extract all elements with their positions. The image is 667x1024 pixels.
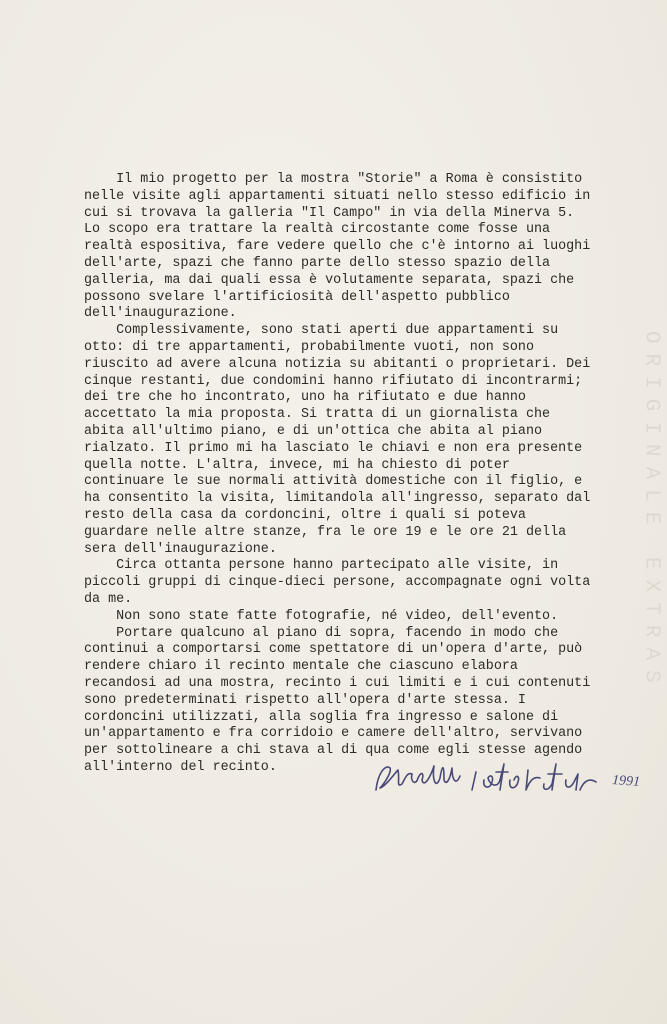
text-line: dell'arte, spazi che fanno parte dello stesso spazio della xyxy=(84,255,551,271)
text-line: nelle visite agli appartamenti situati nello stesso edificio in xyxy=(84,188,591,204)
signature-scribble xyxy=(372,750,612,804)
text-line: Portare qualcuno al piano di sopra, facendo in modo che xyxy=(84,625,559,641)
text-line: dell'inaugurazione. xyxy=(84,306,237,322)
text-line: sono predeterminati rispetto all'opera d'arte stessa. I xyxy=(84,692,526,708)
text-line: piccoli gruppi di cinque-dieci persone, accompagnate ogni volta xyxy=(84,575,591,591)
text-line: rialzato. Il primo mi ha lasciato le chiavi e non era presente xyxy=(84,440,583,456)
text-line: cordoncini utilizzati, alla soglia fra ingresso e salone di xyxy=(84,709,559,725)
text-line: Non sono state fatte fotografie, né video, dell'evento. xyxy=(84,608,559,624)
signature-year: 1991 xyxy=(611,773,641,790)
text-line: Il mio progetto per la mostra "Storie" a Roma è consistito xyxy=(84,172,583,187)
text-line: continuare le sue normali attività domestiche con il figlio, e xyxy=(84,474,583,490)
text-line: dei tre che ho incontrato, uno ha rifiutato e due hanno xyxy=(84,390,526,406)
text-line: guardare nelle altre stanze, fra le ore 19 e le ore 21 della xyxy=(84,524,567,540)
text-line: cinque restanti, due condomini hanno rifiutato di incontrarmi; xyxy=(84,373,583,389)
paragraph xyxy=(84,172,629,323)
text-line: Lo scopo era trattare la realtà circostante come fosse una xyxy=(84,222,551,238)
text-line: abita all'ultimo piano, e di un'ottica che abita al piano xyxy=(84,423,543,439)
text-line: possono svelare l'artificiosità dell'aspetto pubblico xyxy=(84,289,510,305)
text-line: all'interno del recinto. xyxy=(84,759,277,775)
archive-watermark xyxy=(641,0,661,1024)
text-line: un'appartamento e fra corridoio e camere dell'altro, servivano xyxy=(84,726,583,742)
watermark-text: ORIGINALE EXTRAS xyxy=(639,331,663,693)
text-line: cui si trovava la galleria "Il Campo" in via della Minerva 5. xyxy=(84,205,575,221)
text-line: rendere chiaro il recinto mentale che ciascuno elabora xyxy=(84,659,518,675)
text-line: recandosi ad una mostra, recinto i cui limiti e i cui contenuti xyxy=(84,675,591,691)
text-line: quella notte. L'altra, invece, mi ha chiesto di poter xyxy=(84,457,510,473)
text-line: Complessivamente, sono stati aperti due appartamenti su xyxy=(84,323,559,339)
paragraph xyxy=(84,323,629,558)
text-line: sera dell'inaugurazione. xyxy=(84,541,277,557)
text-line: riuscito ad avere alcuna notizia su abitanti o proprietari. Dei xyxy=(84,356,591,372)
text-line: accettato la mia proposta. Si tratta di un giornalista che xyxy=(84,407,551,423)
text-line: da me. xyxy=(84,591,133,607)
text-line: continui a comportarsi come spettatore di un'opera d'arte, può xyxy=(84,642,583,658)
handwritten-signature xyxy=(372,750,612,804)
text-line: ha consentito la visita, limitandola all'ingresso, separato dal xyxy=(84,491,591,507)
text-line: resto della casa da cordoncini, oltre i quali si poteva xyxy=(84,507,526,523)
paragraph xyxy=(84,609,629,626)
paragraph xyxy=(84,558,629,608)
text-line: Circa ottanta persone hanno partecipato alle visite, in xyxy=(84,558,559,574)
text-line: otto: di tre appartamenti, probabilmente vuoti, non sono xyxy=(84,339,534,355)
text-line: realtà espositiva, fare vedere quello che c'è intorno ai luoghi xyxy=(84,239,591,255)
text-line: galleria, ma dai quali essa è volutamente separata, spazi che xyxy=(84,272,575,288)
typewritten-letter xyxy=(84,172,629,777)
text-line: per sottolineare a chi stava al di qua come egli stesse agendo xyxy=(84,743,583,759)
